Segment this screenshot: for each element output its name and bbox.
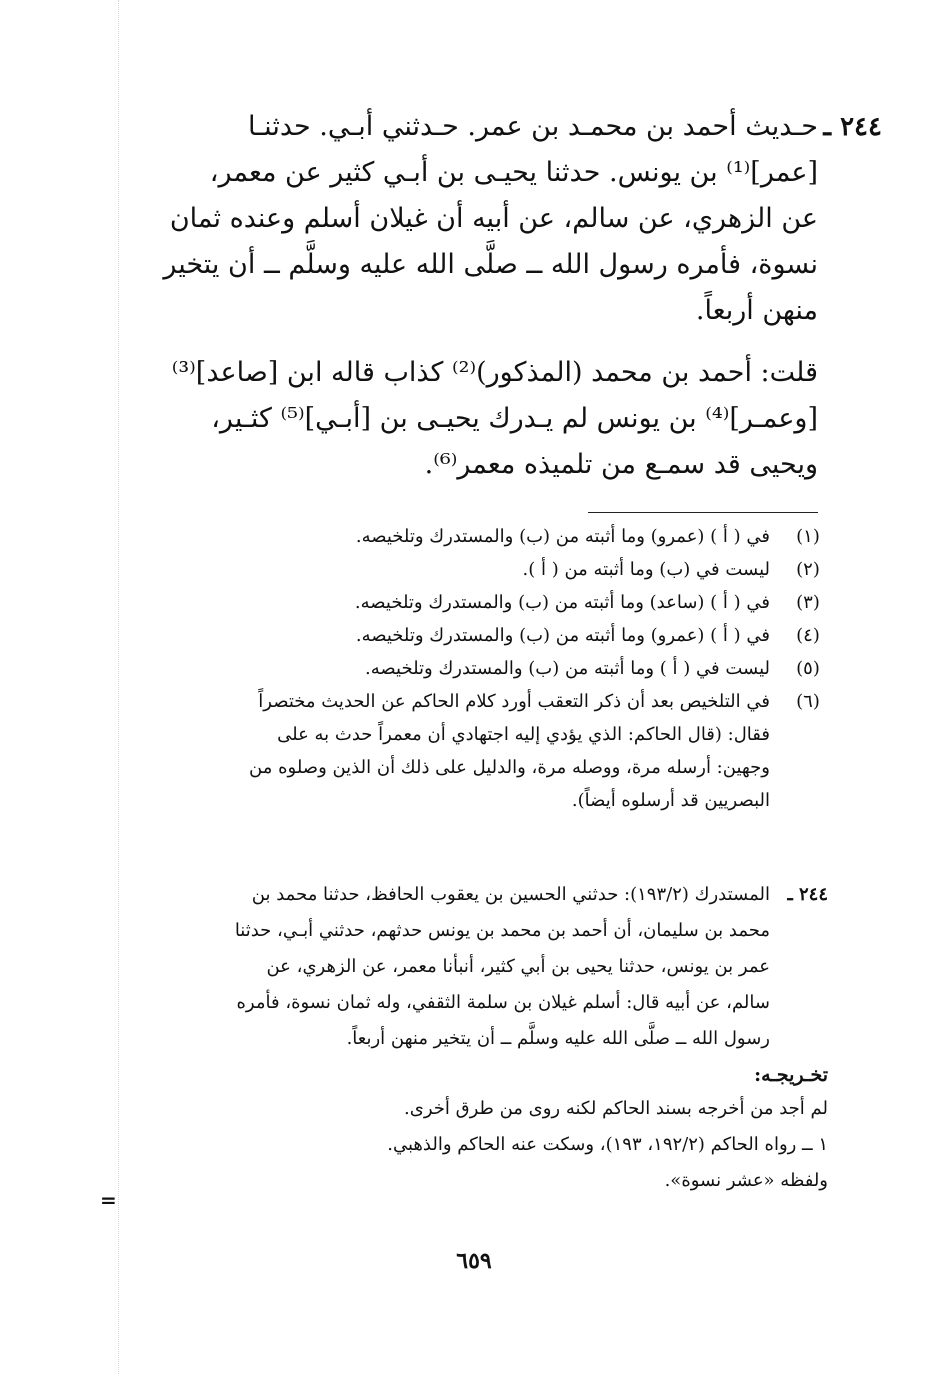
footnote-continuation: فقال: (قال الحاكم: الذي يؤدي إليه اجتهادي أن معمراً حدث به على — [277, 724, 770, 745]
footnote — [112, 654, 828, 687]
mustadrak-line-text: رسول الله ــ صلَّى الله عليه وسلَّم ــ أن يتخير منهن أربعاً. — [346, 1028, 770, 1049]
footnote — [112, 588, 828, 621]
footnote — [112, 687, 828, 720]
mustadrak-line — [112, 880, 828, 916]
main-line-text: حـديث أحمد بن محمـد بن عمر. حـدثني أبـي. حدثنـا — [248, 111, 818, 142]
mustadrak-number: ٢٤٤ ـ — [787, 884, 828, 905]
takhrij-heading — [112, 1060, 828, 1094]
mustadrak-line-text: المستدرك (١٩٣/٢): حدثني الحسين بن يعقوب الحافظ، حدثنا محمد بن — [251, 884, 770, 905]
footnotes-block — [112, 522, 828, 819]
takhrij-line-text: ١ ــ رواه الحاكم (١٩٢/٢، ١٩٣)، وسكت عنه الحاكم والذهبي. — [387, 1134, 828, 1155]
takhrij-line-text: لم أجد من أخرجه بسند الحاكم لكنه روى من طرق أخرى. — [404, 1098, 828, 1119]
footnote-continuation: وجهين: أرسله مرة، ووصله مرة، والدليل على ذلك أن الذين وصلوه من — [249, 757, 770, 778]
footnote-number: (٤) — [796, 625, 820, 646]
footnote-text: في ( أ ) (عمرو) وما أثبته من (ب) والمستدرك وتلخيصه. — [355, 625, 770, 646]
main-line — [112, 196, 818, 242]
mustadrak-line — [112, 952, 828, 988]
main-line — [112, 288, 818, 334]
footnote-continuation: البصريين قد أرسلوه أيضاً). — [571, 790, 770, 811]
footnote-number: (١) — [796, 526, 820, 547]
takhrij-heading-text: تخـريجـه: — [754, 1064, 828, 1086]
takhrij-line — [112, 1094, 828, 1130]
comment-line — [112, 442, 818, 488]
mustadrak-line — [112, 1024, 828, 1060]
mustadrak-line — [112, 916, 828, 952]
footnote-number: (٣) — [796, 592, 820, 613]
footnote-separator — [588, 512, 818, 513]
footnote-text: ليست في (ب) وما أثبته من ( أ ). — [522, 559, 770, 580]
mustadrak-line — [112, 988, 828, 1024]
main-line — [112, 104, 882, 150]
comment-line-text: ويحيى قد سمـع من تلميذه معمر⁽⁶⁾. — [424, 449, 818, 480]
comment-line-text: [وعمـر]⁽⁴⁾ بن يونس لم يـدرك يحيـى بن [أبـي]⁽⁵⁾ كثـير، — [211, 403, 818, 434]
footnote — [112, 522, 828, 555]
continuation-mark: = — [100, 1188, 117, 1212]
footnote-text: في ( أ ) (عمرو) وما أثبته من (ب) والمستدرك وتلخيصه. — [355, 526, 770, 547]
footnote-number: (٢) — [796, 559, 820, 580]
main-line-text: [عمر]⁽¹⁾ بن يونس. حدثنا يحيـى بن أبـي كثير عن معمر، — [209, 157, 818, 188]
footnote-text: في ( أ ) (ساعد) وما أثبته من (ب) والمستدرك وتلخيصه. — [354, 592, 770, 613]
takhrij-line — [112, 1130, 828, 1166]
mustadrak-line-text: سالم، عن أبيه قال: أسلم غيلان بن سلمة الثقفي، وله ثمان نسوة، فأمره — [236, 992, 770, 1013]
comment-block — [112, 350, 818, 488]
comment-line — [112, 396, 818, 442]
main-line-text: نسوة، فأمره رسول الله ــ صلَّى الله عليه وسلَّم ــ أن يتخير — [163, 249, 818, 280]
mustadrak-line-text: عمر بن يونس، حدثنا يحيى بن أبي كثير، أنبأنا معمر، عن الزهري، عن — [266, 956, 770, 977]
takhrij-line — [112, 1166, 828, 1202]
footnote — [112, 621, 828, 654]
hadith-number: ٢٤٤ ـ — [823, 112, 882, 142]
comment-line — [112, 350, 818, 396]
footnote-text: في التلخيص بعد أن ذكر التعقب أورد كلام الحاكم عن الحديث مختصراً — [258, 691, 770, 712]
takhrij-line-text: ولفظه «عشر نسوة». — [664, 1170, 828, 1191]
page-number: ٦٥٩ — [456, 1248, 492, 1274]
footnote-number: (٥) — [796, 658, 820, 679]
comment-line-text: قلت: أحمد بن محمد (المذكور)⁽²⁾ كذاب قاله ابن [صاعد]⁽³⁾ — [171, 357, 818, 388]
footnote-text: ليست في ( أ ) وما أثبته من (ب) والمستدرك وتلخيصه. — [365, 658, 770, 679]
main-line — [112, 242, 818, 288]
mustadrak-block — [112, 880, 828, 1202]
mustadrak-line-text: محمد بن سليمان، أن أحمد بن محمد بن يونس حدثهم، حدثني أبـي، حدثنا — [234, 920, 770, 941]
main-line-text: منهن أربعاً. — [695, 295, 818, 326]
main-line-text: عن الزهري، عن سالم، عن أبيه أن غيلان أسلم وعنده ثمان — [169, 203, 818, 234]
main-line — [112, 150, 818, 196]
footnote — [112, 555, 828, 588]
main-hadith-block — [112, 104, 882, 334]
footnote-number: (٦) — [796, 691, 820, 712]
